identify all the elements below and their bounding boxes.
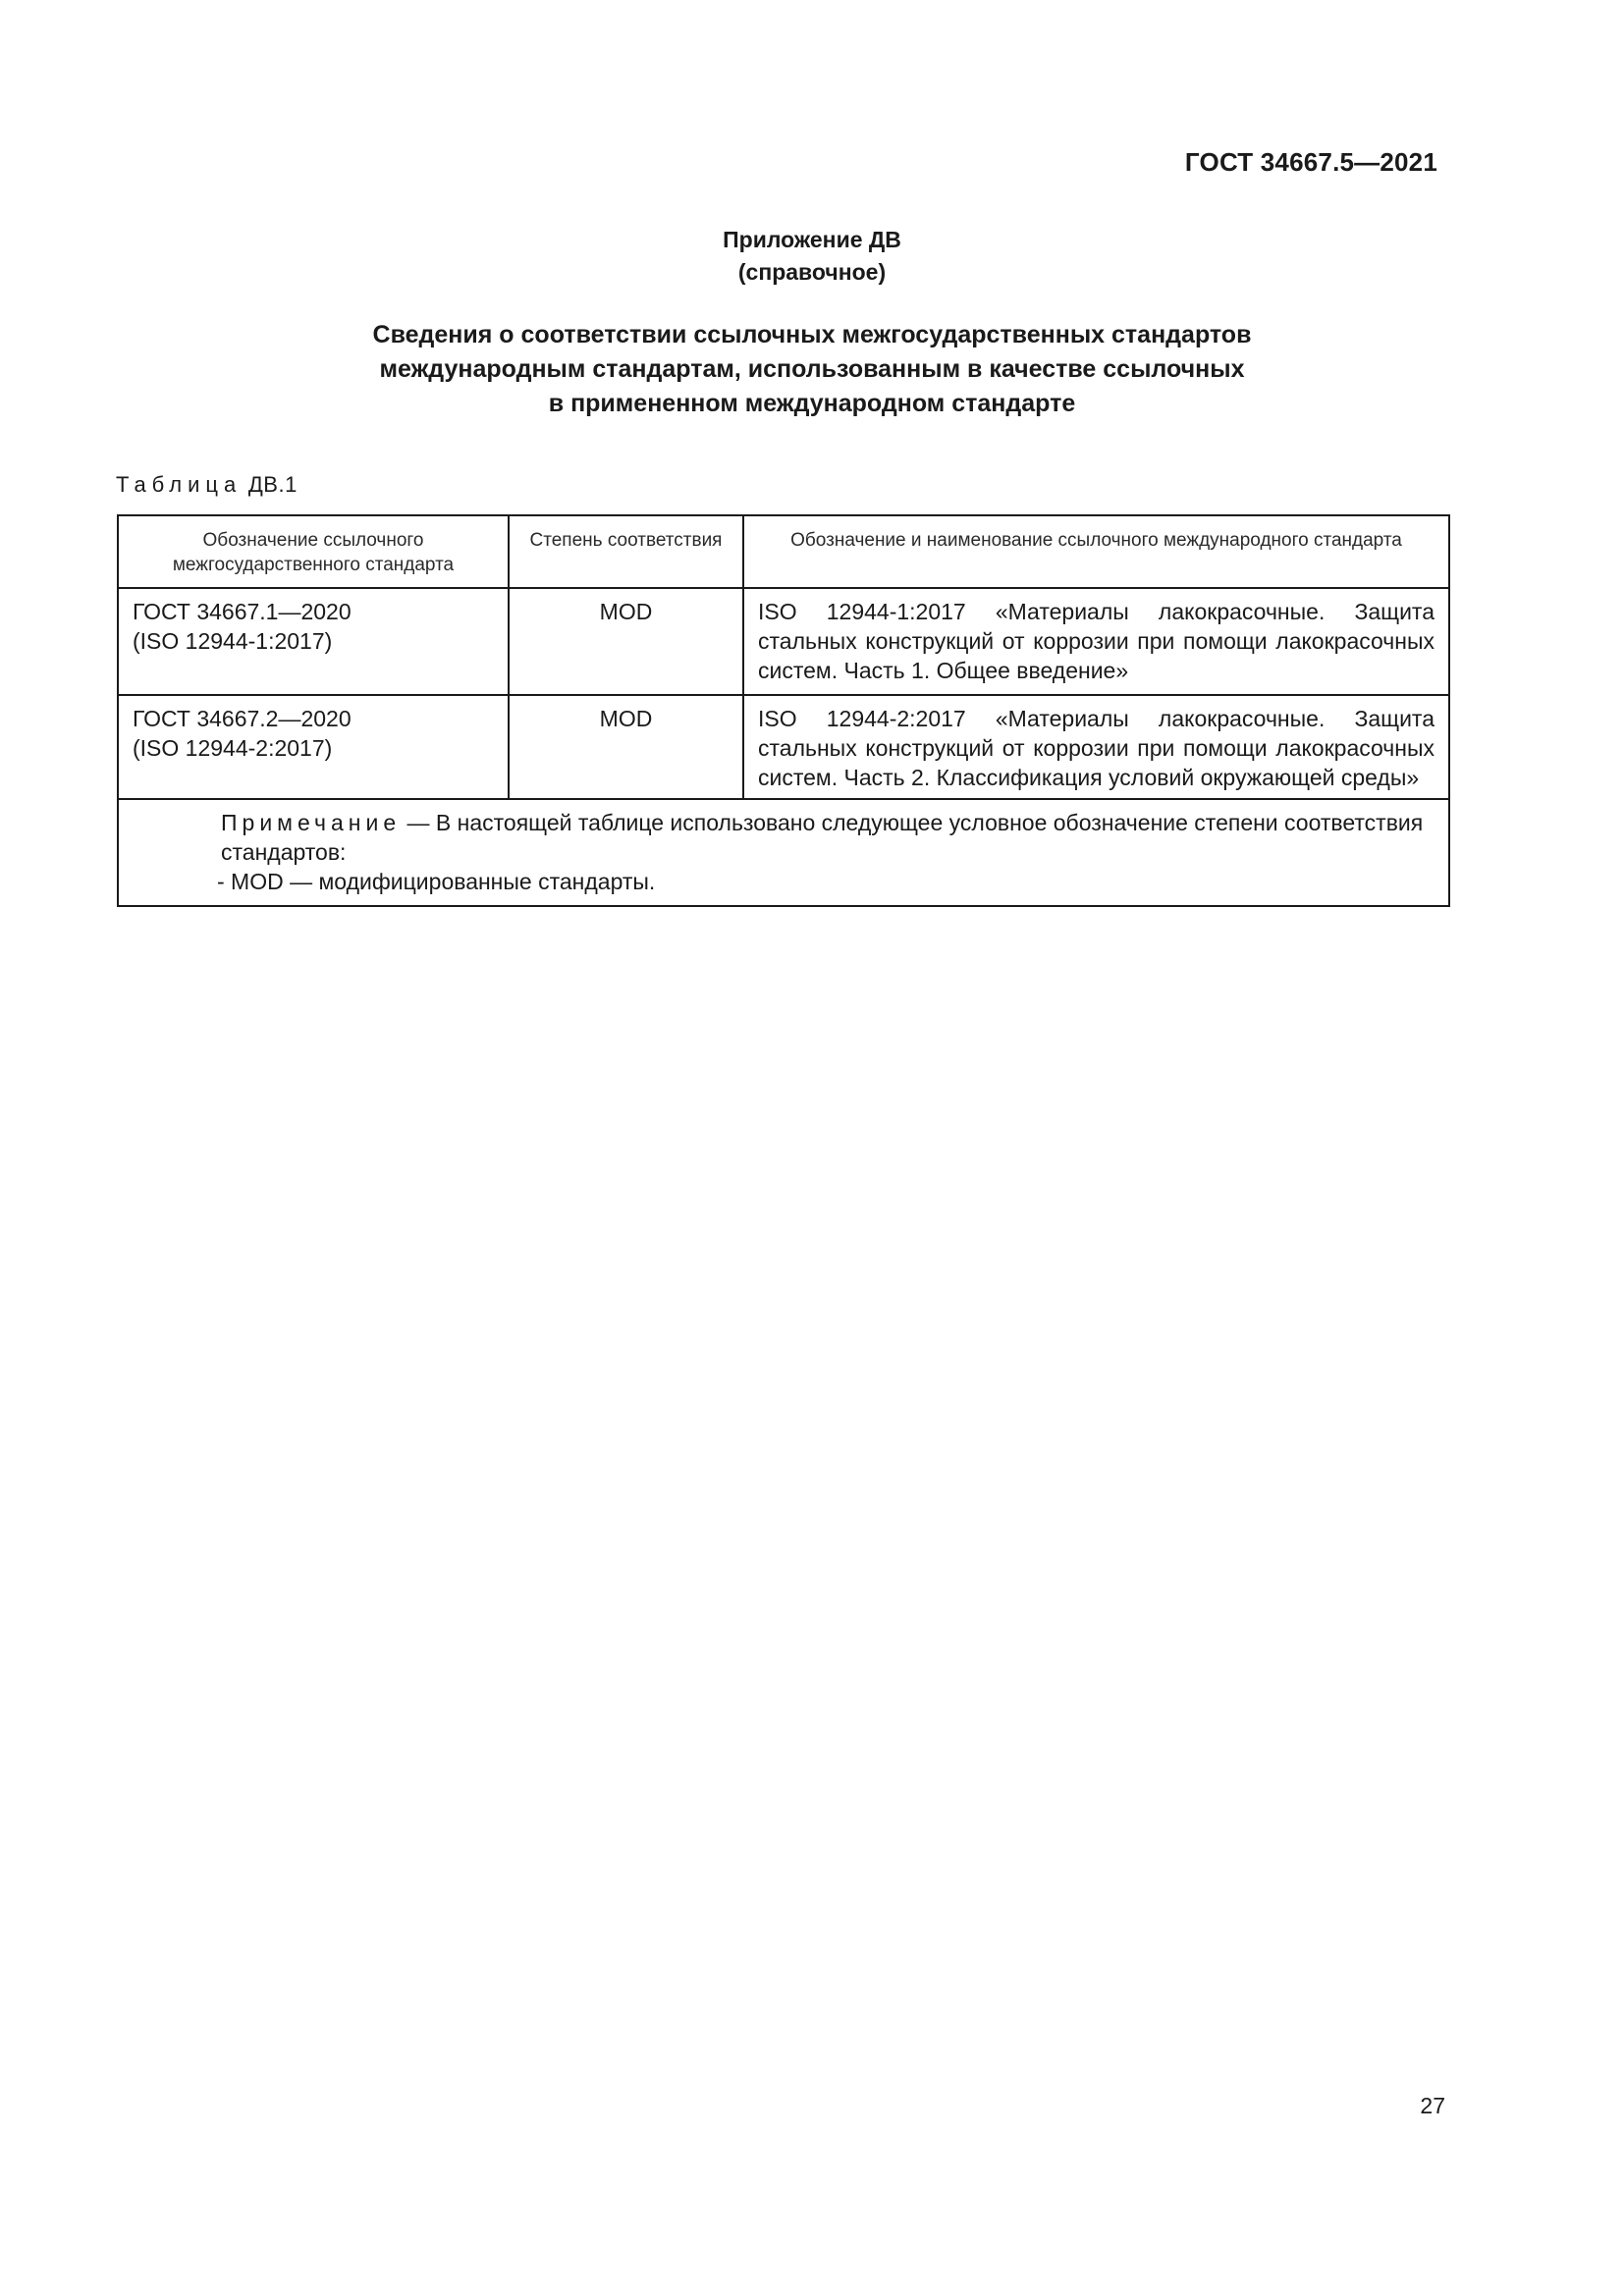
heading-line-3: в примененном международном стандарте <box>548 390 1076 417</box>
header-compliance-degree: Степень соответствия <box>509 515 743 588</box>
document-code: ГОСТ 34667.5—2021 <box>1184 147 1437 177</box>
note-label: Примечание <box>221 810 402 835</box>
table-note-row <box>118 799 1449 906</box>
section-heading <box>0 318 1624 421</box>
appendix-title: Приложение ДВ <box>723 227 901 252</box>
heading-line-1: Сведения о соответствии ссылочных межгосударственных стандартов <box>372 321 1252 348</box>
table-note <box>118 799 1449 906</box>
heading-line-2: международным стандартам, использованным в качестве ссылочных <box>379 355 1245 383</box>
cell-compliance-degree: MOD <box>509 588 743 695</box>
cell-interstate-standard <box>118 695 509 799</box>
cell-international-standard: ISO 12944-2:2017 «Материалы лакокрасочные. Защита стальных конструкций от коррозии при помощи лакокрасочных систем. Часть 2. Классификация условий окружающей среды» <box>743 695 1449 799</box>
note-paragraph <box>133 808 1435 867</box>
header-international-standard: Обозначение и наименование ссылочного международного стандарта <box>743 515 1449 588</box>
cell-compliance-degree: MOD <box>509 695 743 799</box>
cell-interstate-standard <box>118 588 509 695</box>
page-number: 27 <box>1420 2093 1445 2118</box>
table-row <box>118 588 1449 695</box>
interstate-iso-ref: (ISO 12944-2:2017) <box>133 735 333 761</box>
note-item: - MOD — модифицированные стандарты. <box>217 869 656 894</box>
appendix-subtitle: (справочное) <box>737 259 887 285</box>
cell-international-standard: ISO 12944-1:2017 «Материалы лакокрасочные. Защита стальных конструкций от коррозии при помощи лакокрасочных систем. Часть 1. Общее введение» <box>743 588 1449 695</box>
table-caption-id: ДВ.1 <box>247 472 298 497</box>
table-caption-word: Таблица <box>116 472 243 497</box>
interstate-designation: ГОСТ 34667.2—2020 <box>133 706 352 731</box>
appendix-header <box>0 224 1624 289</box>
interstate-designation: ГОСТ 34667.1—2020 <box>133 599 352 624</box>
compliance-table <box>117 514 1450 907</box>
header-interstate-standard: Обозначение ссылочного межгосударственного стандарта <box>118 515 509 588</box>
table-row <box>118 695 1449 799</box>
table-caption <box>116 472 298 498</box>
note-text: — В настоящей таблице использовано следующее условное обозначение степени соответствия стандартов: <box>221 810 1424 865</box>
table-header-row <box>118 515 1449 588</box>
interstate-iso-ref: (ISO 12944-1:2017) <box>133 628 333 654</box>
